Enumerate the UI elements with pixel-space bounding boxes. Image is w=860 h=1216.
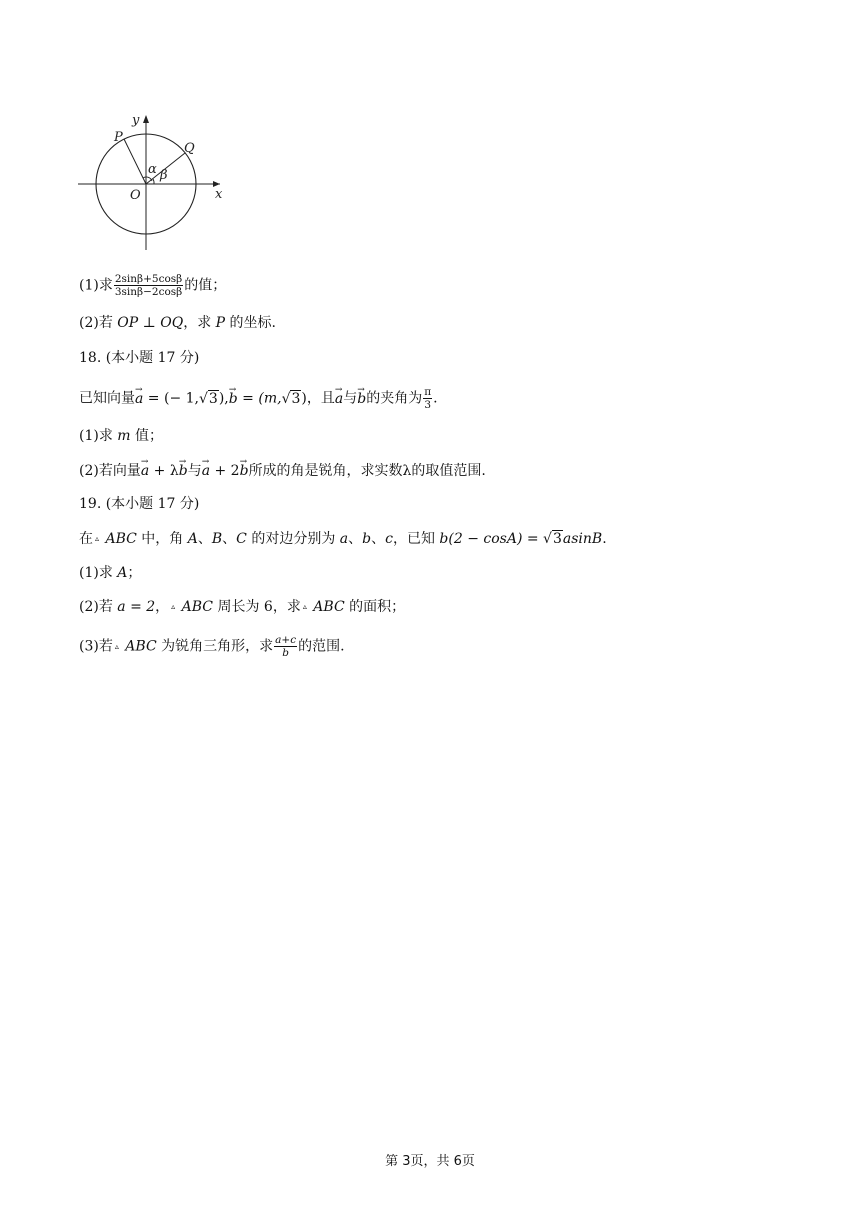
label-q: Q xyxy=(184,141,195,156)
a-plus-c-over-b: $\frac{a+c}{b}$ xyxy=(275,634,297,659)
q18-heading: 18. (本小题 17 分) xyxy=(79,350,200,366)
label-o: O xyxy=(130,188,141,203)
unit-circle-figure xyxy=(74,108,234,254)
q17-part2: (2)若 OP ⊥ OQ，求 P 的坐标. xyxy=(79,315,276,331)
y-axis-arrow xyxy=(143,115,149,123)
q19-heading: 19. (本小题 17 分) xyxy=(79,496,200,512)
q19-stem: 在 ▵ ABC 中，角 A、B、C 的对边分别为 a、b、c，已知 b(2 − cosA) = √3asinB. xyxy=(79,531,607,547)
sqrt-3: √3 xyxy=(543,531,562,547)
q17-part1: (1)求 $\frac{2\sin\beta+5\cos\beta}{3\sin\beta-2\cos\beta}$ 的值； xyxy=(79,273,227,298)
q19-part1: (1)求 A； xyxy=(79,565,142,581)
q17-fraction: $\frac{2\sin\beta+5\cos\beta}{3\sin\beta-2\cos\beta}$ xyxy=(114,273,183,298)
triangle-icon: ▵ xyxy=(114,641,119,651)
q18-part1: (1)求 m 值； xyxy=(79,428,164,444)
label-p: P xyxy=(114,130,123,145)
ray-op xyxy=(124,139,146,184)
label-beta: β xyxy=(160,168,168,183)
unit-circle-diagram xyxy=(74,108,234,254)
sqrt-3: √3 xyxy=(199,390,218,407)
sqrt-3: √3 xyxy=(281,390,301,407)
label-y: y xyxy=(132,113,140,128)
q19-part2: (2)若 a = 2， ▵ ABC 周长为 6，求 ▵ ABC 的面积； xyxy=(79,599,406,615)
triangle-icon: ▵ xyxy=(171,602,176,611)
triangle-icon: ▵ xyxy=(302,602,307,611)
page-footer: 第 3页，共 6页 xyxy=(385,1154,475,1169)
label-alpha: α xyxy=(148,162,157,177)
q19-part3: (3)若 ▵ ABC 为锐角三角形，求 $\frac{a+c}{b}$ 的范围. xyxy=(79,634,345,659)
q18-stem: 已知向量a → = (− 1,√3),b → = (m,√3)，且a →与b →的夹角为 $\frac{\pi}{3}$ . xyxy=(79,386,438,411)
q18-part2: (2)若向量a → + λb →与a → + 2b →所成的角是锐角，求实数λ的取值范围. xyxy=(79,461,486,481)
pi-over-3: $\frac{\pi}{3}$ xyxy=(424,386,432,411)
label-x: x xyxy=(215,187,223,202)
arc-beta xyxy=(153,179,154,184)
triangle-icon: ▵ xyxy=(95,534,100,543)
